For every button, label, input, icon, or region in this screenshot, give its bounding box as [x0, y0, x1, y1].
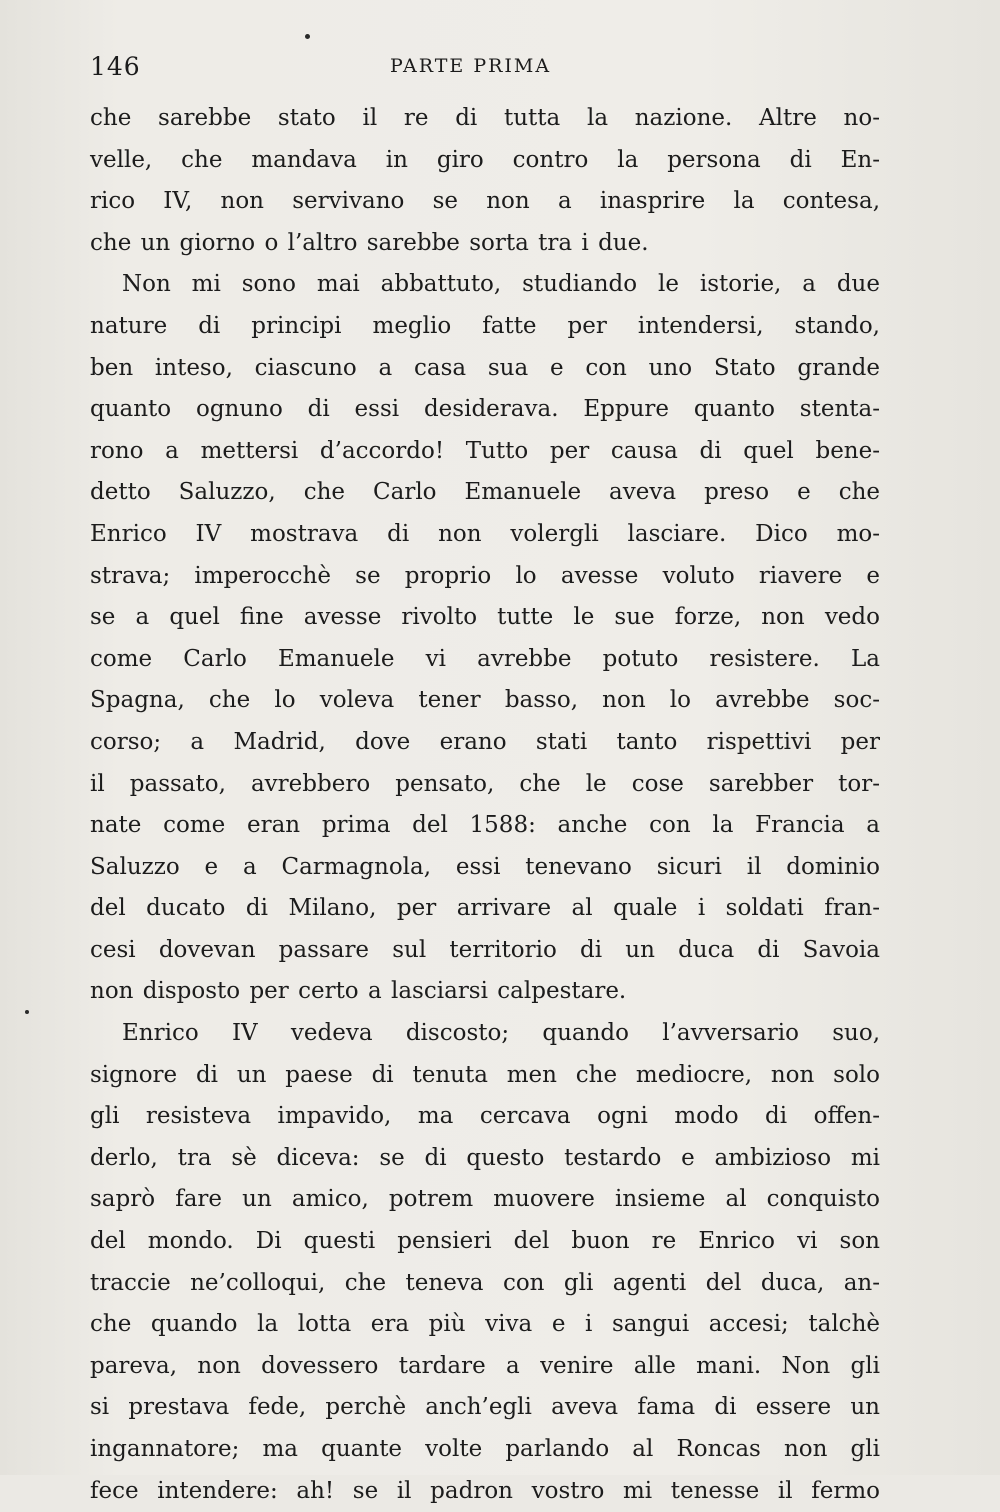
text-line: rono a mettersi d’accordo! Tutto per causa di quel bene- [90, 437, 880, 464]
text-line: Enrico IV mostrava di non volergli lasciare. Dico mo- [90, 520, 880, 547]
text-line: che quando la lotta era più viva e i sangui accesi; talchè [90, 1311, 880, 1338]
text-line: Non mi sono mai abbattuto, studiando le istorie, a due [122, 271, 880, 298]
text-line: fece intendere: ah! se il padron vostro mi tenesse il fermo [90, 1477, 880, 1504]
text-line: nate come eran prima del 1588: anche con la Francia a [90, 812, 880, 839]
text-line: del ducato di Milano, per arrivare al quale i soldati fran- [90, 895, 880, 922]
page-header [90, 52, 880, 88]
text-line: detto Saluzzo, che Carlo Emanuele aveva preso e che [90, 479, 880, 506]
text-line: strava; imperocchè se proprio lo avesse voluto riavere e [90, 562, 880, 589]
text-line: corso; a Madrid, dove erano stati tanto rispettivi per [90, 728, 880, 755]
text-line: rico IV, non servivano se non a inasprire la contesa, [90, 188, 880, 215]
text-line: Enrico IV vedeva discosto; quando l’avversario suo, [122, 1020, 880, 1047]
text-line: non disposto per certo a lasciarsi calpestare. [90, 978, 627, 1005]
text-line: si prestava fede, perchè anch’egli aveva fama di essere un [90, 1394, 880, 1421]
page-number: 146 [90, 52, 141, 81]
text-line: pareva, non dovessero tardare a venire alle mani. Non gli [90, 1352, 880, 1379]
text-line: signore di un paese di tenuta men che mediocre, non solo [90, 1061, 880, 1088]
text-line: quanto ognuno di essi desiderava. Eppure quanto stenta- [90, 396, 880, 423]
text-line: Spagna, che lo voleva tener basso, non lo avrebbe soc- [90, 687, 880, 714]
body-text [90, 98, 880, 1512]
text-line: del mondo. Di questi pensieri del buon re Enrico vi son [90, 1228, 880, 1255]
text-line: cesi dovevan passare sul territorio di un duca di Savoia [90, 936, 880, 963]
text-line: gli resisteva impavido, ma cercava ogni modo di offen- [90, 1103, 880, 1130]
text-line: che sarebbe stato il re di tutta la nazione. Altre no- [90, 105, 880, 131]
ink-speck [305, 34, 310, 39]
running-head: PARTE PRIMA [390, 55, 552, 77]
text-line: che un giorno o l’altro sarebbe sorta tra i due. [90, 229, 649, 256]
text-line: velle, che mandava in giro contro la persona di En- [90, 146, 880, 173]
text-line: il passato, avrebbero pensato, che le cose sarebber tor- [90, 770, 880, 797]
text-line: Saluzzo e a Carmagnola, essi tenevano sicuri il dominio [90, 853, 880, 880]
text-line: se a quel fine avesse rivolto tutte le sue forze, non vedo [90, 604, 880, 631]
text-line: derlo, tra sè diceva: se di questo testardo e ambizioso mi [90, 1144, 880, 1171]
text-line: ingannatore; ma quante volte parlando al Roncas non gli [90, 1436, 880, 1462]
ink-speck [25, 1010, 29, 1014]
text-line: traccie ne’colloqui, che teneva con gli agenti del duca, an- [90, 1269, 880, 1296]
text-line: ben inteso, ciascuno a casa sua e con uno Stato grande [90, 354, 880, 381]
text-line: come Carlo Emanuele vi avrebbe potuto resistere. La [90, 645, 880, 672]
text-line: nature di principi meglio fatte per intendersi, stando, [90, 312, 880, 339]
text-line: saprò fare un amico, potrem muovere insieme al conquisto [90, 1186, 880, 1213]
